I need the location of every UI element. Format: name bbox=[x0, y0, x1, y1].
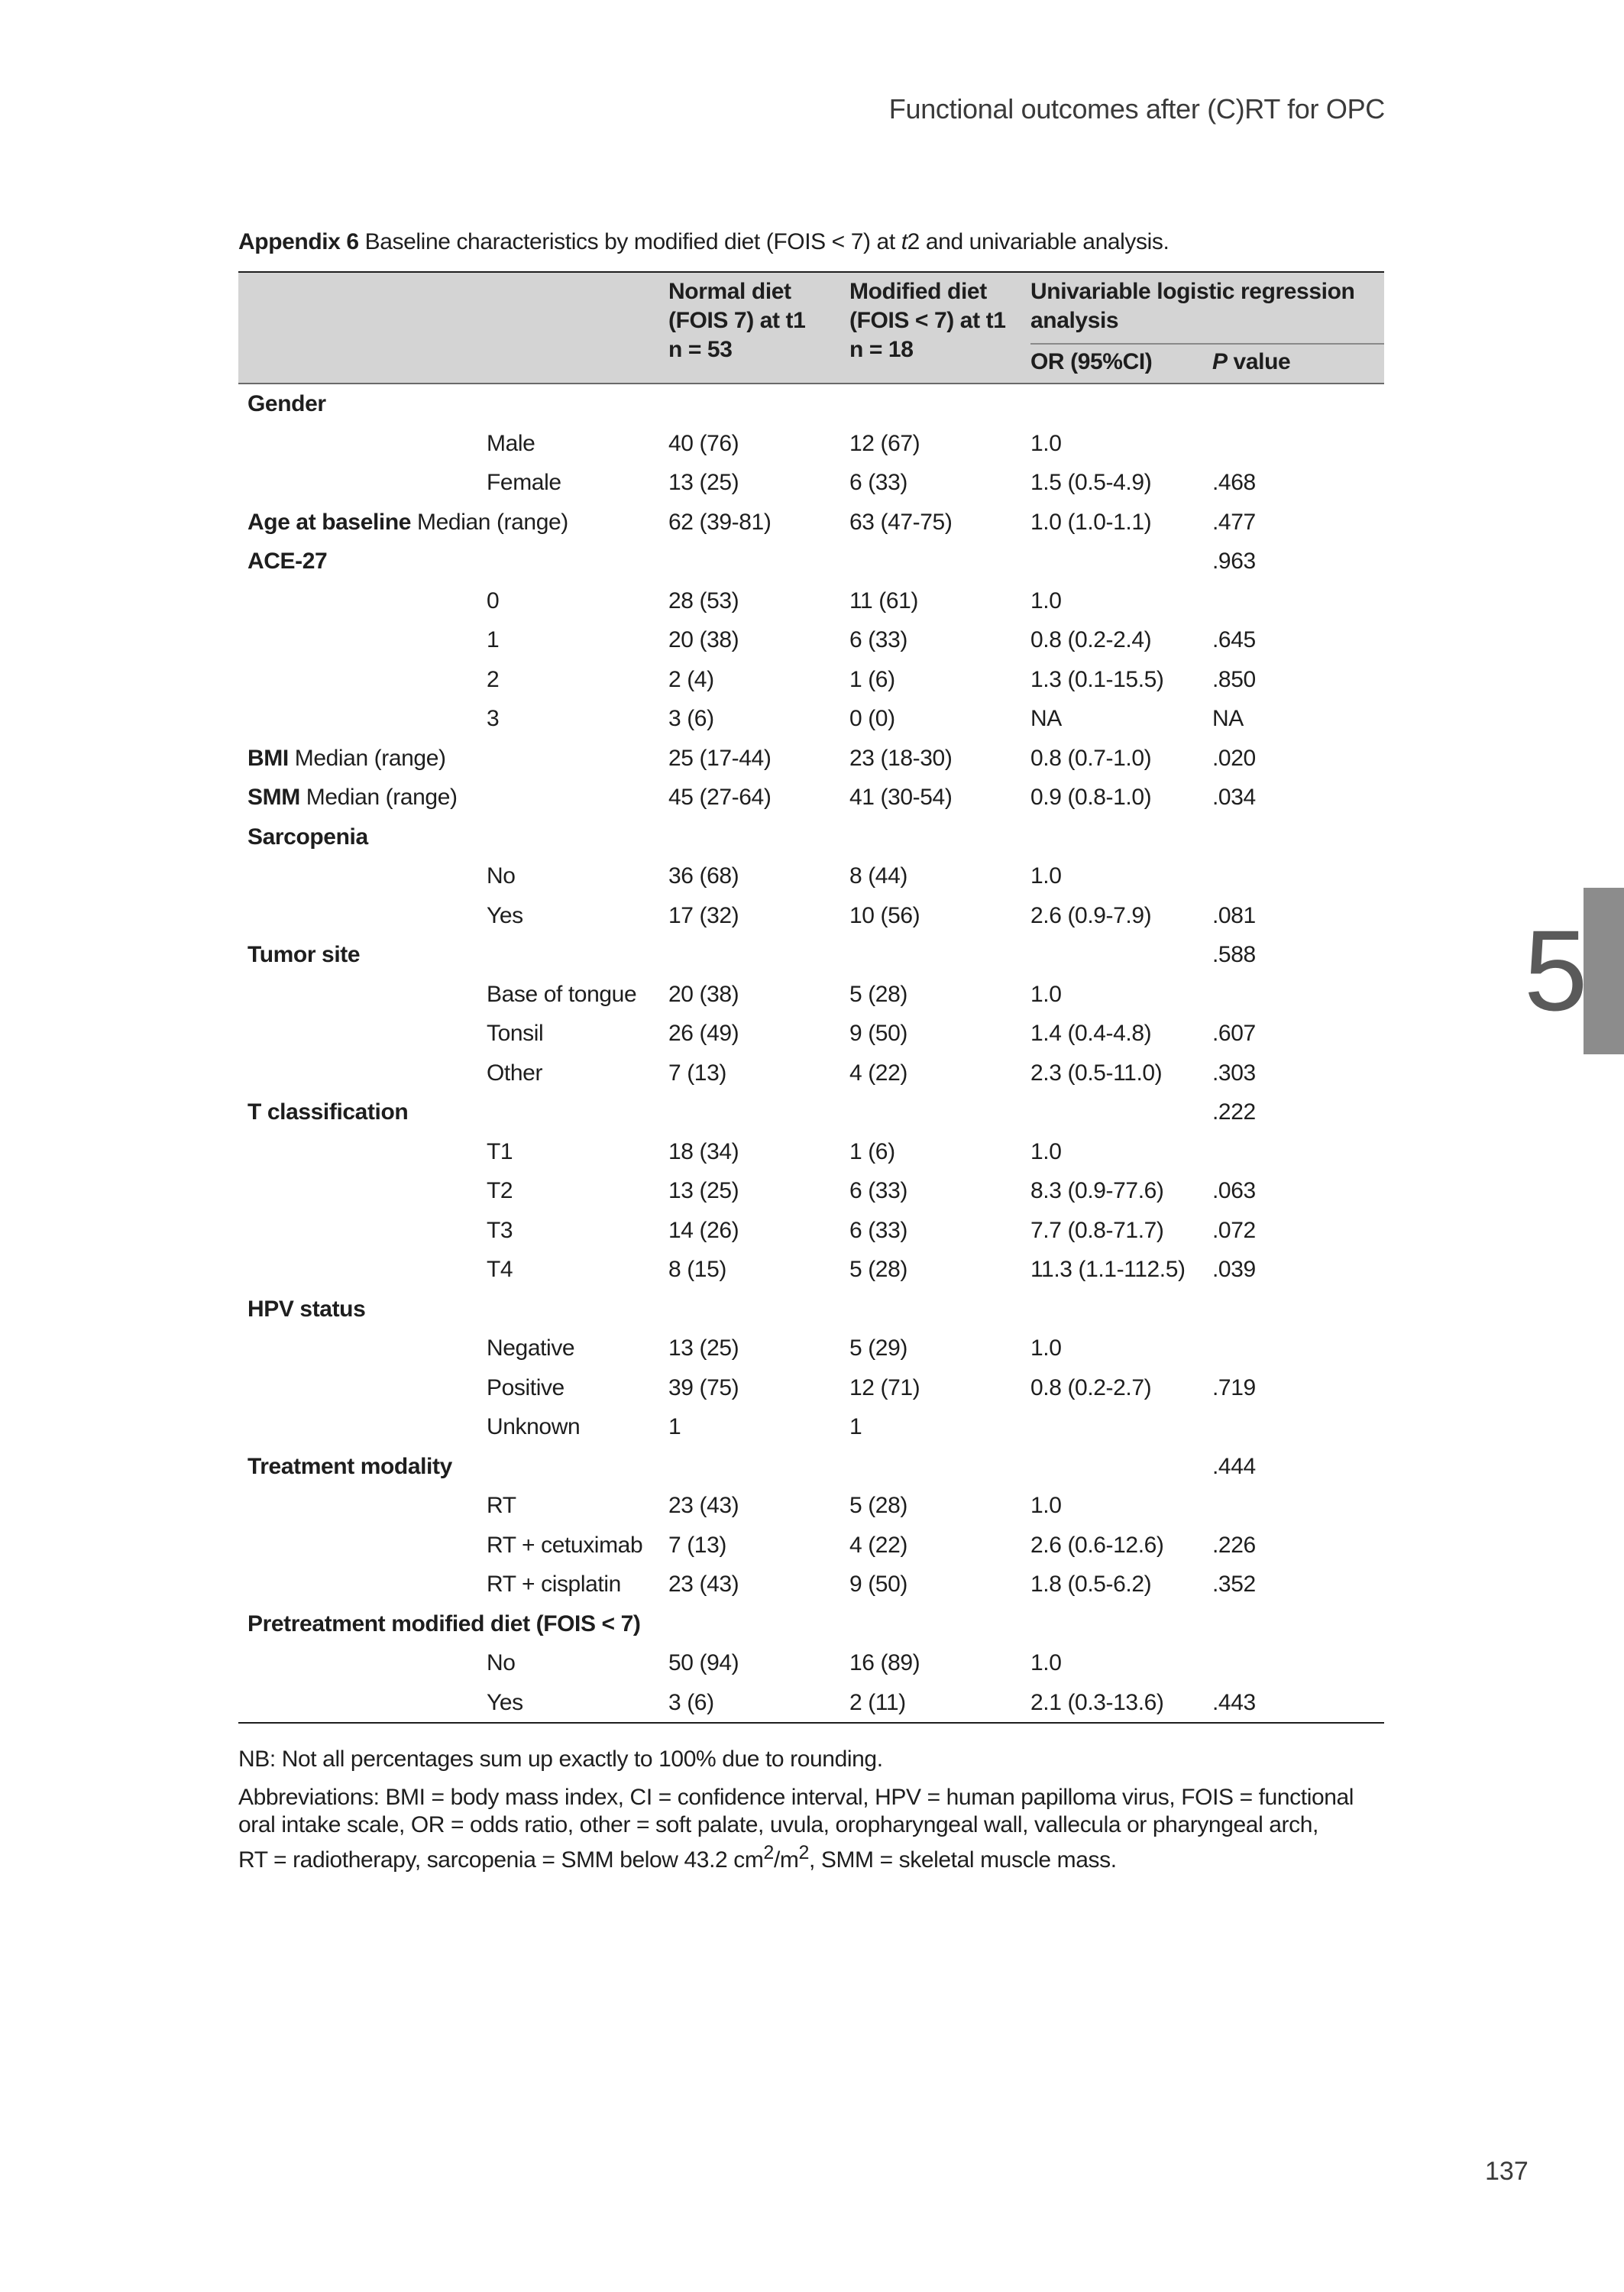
row-modified-diet: 6 (33) bbox=[849, 1217, 907, 1243]
header-p-value bbox=[1212, 348, 1290, 377]
row-modified-diet: 41 (30-54) bbox=[849, 785, 953, 810]
table-row bbox=[238, 1250, 1384, 1290]
row-variable-bold: ACE-27 bbox=[247, 549, 328, 574]
row-variable-bold: Tumor site bbox=[247, 942, 361, 967]
row-odds-ratio: 0.8 (0.7-1.0) bbox=[1030, 745, 1152, 771]
row-modified-diet: 0 (0) bbox=[849, 706, 895, 731]
table-row bbox=[238, 660, 1384, 700]
row-odds-ratio: 1.8 (0.5-6.2) bbox=[1030, 1572, 1152, 1597]
table-row bbox=[238, 1329, 1384, 1368]
row-normal-diet: 20 (38) bbox=[668, 627, 739, 652]
table-row bbox=[238, 1290, 1384, 1329]
row-odds-ratio: 1.0 bbox=[1030, 430, 1062, 456]
table-row bbox=[238, 542, 1384, 581]
row-variable bbox=[247, 785, 458, 811]
table-row bbox=[238, 778, 1384, 817]
header-or: OR (95%CI) bbox=[1030, 349, 1153, 374]
row-p-value: .444 bbox=[1212, 1453, 1256, 1479]
row-modified-diet: 1 (6) bbox=[849, 666, 895, 692]
table-row bbox=[238, 1093, 1384, 1132]
row-modified-diet: 4 (22) bbox=[849, 1060, 907, 1086]
row-variable-bold: Gender bbox=[247, 391, 326, 416]
row-modified-diet: 23 (18-30) bbox=[849, 745, 953, 771]
row-variable-bold: SMM bbox=[247, 785, 300, 810]
row-variable bbox=[247, 1099, 408, 1125]
chapter-number: 5 bbox=[1524, 906, 1588, 1034]
row-odds-ratio: 11.3 (1.1-112.5) bbox=[1030, 1257, 1186, 1282]
row-modified-diet: 1 (6) bbox=[849, 1138, 895, 1164]
row-variable bbox=[247, 1297, 365, 1322]
header-normal-diet-line1: Normal diet bbox=[668, 279, 791, 304]
row-variable bbox=[247, 824, 368, 850]
row-p-value: .020 bbox=[1212, 745, 1256, 771]
header-subrule bbox=[1030, 343, 1384, 345]
row-p-value: .034 bbox=[1212, 785, 1256, 810]
table-row bbox=[238, 1014, 1384, 1054]
row-p-value: .226 bbox=[1212, 1532, 1256, 1558]
row-odds-ratio: 7.7 (0.8-71.7) bbox=[1030, 1217, 1164, 1243]
row-normal-diet: 23 (43) bbox=[668, 1493, 739, 1518]
row-variable bbox=[247, 942, 360, 968]
row-category: Tonsil bbox=[487, 1021, 544, 1046]
row-category: RT bbox=[487, 1493, 516, 1518]
row-variable bbox=[247, 1611, 640, 1637]
row-normal-diet: 45 (27-64) bbox=[668, 785, 772, 810]
row-p-value: .443 bbox=[1212, 1689, 1256, 1715]
table-bottom-rule bbox=[238, 1722, 1384, 1724]
row-odds-ratio: 8.3 (0.9-77.6) bbox=[1030, 1178, 1164, 1203]
table-row bbox=[238, 1211, 1384, 1251]
note-abbreviations-part2: RT = radiotherapy, sarcopenia = SMM below 43.2 cm bbox=[238, 1847, 764, 1873]
row-normal-diet: 40 (76) bbox=[668, 430, 739, 456]
row-category: No bbox=[487, 863, 516, 889]
note-nb: NB: Not all percentages sum up exactly to 100% due to rounding. bbox=[238, 1747, 883, 1772]
row-variable bbox=[247, 746, 446, 772]
row-category: RT + cisplatin bbox=[487, 1572, 621, 1597]
header-p-italic: P bbox=[1212, 349, 1228, 374]
row-category: Base of tongue bbox=[487, 981, 637, 1007]
row-p-value: .850 bbox=[1212, 666, 1256, 692]
note-abbreviations-part3: /m bbox=[773, 1847, 799, 1873]
table-row bbox=[238, 935, 1384, 975]
row-modified-diet: 16 (89) bbox=[849, 1650, 920, 1675]
header-normal-diet bbox=[668, 277, 805, 364]
row-category: Female bbox=[487, 470, 561, 495]
row-normal-diet: 17 (32) bbox=[668, 902, 739, 928]
baseline-table bbox=[238, 271, 1384, 1724]
row-normal-diet: 3 (6) bbox=[668, 706, 714, 731]
table-row bbox=[238, 1486, 1384, 1526]
row-normal-diet: 23 (43) bbox=[668, 1572, 739, 1597]
row-p-value: .222 bbox=[1212, 1099, 1256, 1125]
row-odds-ratio: 2.6 (0.9-7.9) bbox=[1030, 902, 1152, 928]
row-category: Male bbox=[487, 430, 535, 456]
row-modified-diet: 8 (44) bbox=[849, 863, 907, 889]
row-modified-diet: 12 (71) bbox=[849, 1374, 920, 1400]
row-category: Yes bbox=[487, 1689, 523, 1715]
row-variable bbox=[247, 391, 326, 417]
table-row bbox=[238, 463, 1384, 503]
row-p-value: .352 bbox=[1212, 1572, 1256, 1597]
row-category: Other bbox=[487, 1060, 543, 1086]
row-normal-diet: 8 (15) bbox=[668, 1257, 726, 1282]
row-p-value: .039 bbox=[1212, 1257, 1256, 1282]
row-p-value: .477 bbox=[1212, 509, 1256, 535]
row-variable-bold: HPV status bbox=[247, 1296, 366, 1322]
row-p-value: .072 bbox=[1212, 1217, 1256, 1243]
table-row bbox=[238, 699, 1384, 739]
row-normal-diet: 20 (38) bbox=[668, 981, 739, 1007]
row-modified-diet: 5 (28) bbox=[849, 1493, 907, 1518]
row-normal-diet: 39 (75) bbox=[668, 1374, 739, 1400]
table-row bbox=[238, 424, 1384, 464]
row-category: Yes bbox=[487, 902, 523, 928]
row-variable-bold: Age at baseline bbox=[247, 509, 412, 535]
row-modified-diet: 1 bbox=[849, 1414, 862, 1439]
row-normal-diet: 50 (94) bbox=[668, 1650, 739, 1675]
row-p-value: .645 bbox=[1212, 627, 1256, 652]
row-odds-ratio: 1.4 (0.4-4.8) bbox=[1030, 1021, 1152, 1046]
row-odds-ratio: 2.1 (0.3-13.6) bbox=[1030, 1689, 1164, 1715]
table-row bbox=[238, 1054, 1384, 1093]
row-p-value: .607 bbox=[1212, 1021, 1256, 1046]
table-row bbox=[238, 1526, 1384, 1565]
row-modified-diet: 6 (33) bbox=[849, 627, 907, 652]
row-normal-diet: 1 bbox=[668, 1414, 681, 1439]
row-normal-diet: 3 (6) bbox=[668, 1689, 714, 1715]
row-p-value: .081 bbox=[1212, 902, 1256, 928]
row-category: RT + cetuximab bbox=[487, 1532, 643, 1558]
chapter-tab bbox=[1584, 888, 1624, 1054]
row-normal-diet: 14 (26) bbox=[668, 1217, 739, 1243]
row-normal-diet: 26 (49) bbox=[668, 1021, 739, 1046]
row-normal-diet: 25 (17-44) bbox=[668, 745, 772, 771]
row-p-value: .719 bbox=[1212, 1374, 1256, 1400]
row-category: 2 bbox=[487, 666, 500, 692]
row-odds-ratio: 0.9 (0.8-1.0) bbox=[1030, 785, 1152, 810]
row-p-value: .063 bbox=[1212, 1178, 1256, 1203]
row-category: T3 bbox=[487, 1217, 513, 1243]
table-row bbox=[238, 1683, 1384, 1723]
row-odds-ratio: 1.0 bbox=[1030, 981, 1062, 1007]
header-normal-diet-line2: (FOIS 7) at t1 bbox=[668, 308, 806, 333]
row-normal-diet: 7 (13) bbox=[668, 1060, 726, 1086]
row-modified-diet: 5 (28) bbox=[849, 1257, 907, 1282]
header-modified-diet-line1: Modified diet bbox=[849, 279, 987, 304]
row-variable-rest: Median (range) bbox=[299, 785, 458, 810]
table-body bbox=[238, 384, 1384, 1722]
row-normal-diet: 62 (39-81) bbox=[668, 509, 772, 535]
row-modified-diet: 4 (22) bbox=[849, 1532, 907, 1558]
row-modified-diet: 12 (67) bbox=[849, 430, 920, 456]
table-notes bbox=[238, 1746, 1392, 1885]
row-odds-ratio: 1.0 bbox=[1030, 1138, 1062, 1164]
header-univariable-line1: Univariable logistic regression bbox=[1030, 279, 1355, 304]
row-modified-diet: 9 (50) bbox=[849, 1021, 907, 1046]
table-row bbox=[238, 739, 1384, 779]
table-row bbox=[238, 1565, 1384, 1604]
row-variable bbox=[247, 1454, 452, 1480]
table-header bbox=[238, 271, 1384, 384]
row-category: No bbox=[487, 1650, 516, 1675]
table-row bbox=[238, 1643, 1384, 1683]
row-p-value: .963 bbox=[1212, 549, 1256, 574]
row-variable-bold: BMI bbox=[247, 745, 289, 771]
row-modified-diet: 2 (11) bbox=[849, 1689, 906, 1715]
row-normal-diet: 13 (25) bbox=[668, 470, 739, 495]
table-row bbox=[238, 1407, 1384, 1447]
note-sup-2: 2 bbox=[798, 1842, 809, 1863]
row-odds-ratio: 1.3 (0.1-15.5) bbox=[1030, 666, 1164, 692]
note-abbreviations bbox=[238, 1784, 1392, 1874]
row-category: 0 bbox=[487, 588, 500, 613]
header-univariable-line2: analysis bbox=[1030, 308, 1119, 333]
header-normal-diet-n: n = 53 bbox=[668, 337, 733, 362]
row-odds-ratio: 1.0 bbox=[1030, 1650, 1062, 1675]
table-row bbox=[238, 581, 1384, 621]
row-category: 3 bbox=[487, 706, 500, 731]
note-abbreviations-part4: , SMM = skeletal muscle mass. bbox=[808, 1847, 1117, 1873]
row-odds-ratio: 2.3 (0.5-11.0) bbox=[1030, 1060, 1163, 1086]
row-odds-ratio: 1.5 (0.5-4.9) bbox=[1030, 470, 1152, 495]
table-row bbox=[238, 384, 1384, 424]
row-p-value: .303 bbox=[1212, 1060, 1256, 1086]
table-row bbox=[238, 975, 1384, 1015]
row-category: T1 bbox=[487, 1138, 513, 1164]
header-modified-diet bbox=[849, 277, 1005, 364]
table-row bbox=[238, 896, 1384, 936]
row-modified-diet: 5 (29) bbox=[849, 1335, 907, 1361]
note-abbreviations-part1: Abbreviations: BMI = body mass index, CI = confidence interval, HPV = human papilloma virus, FOIS = functional oral intake scale, OR = odds ratio, other = soft palate, uvula, oropharyngeal wall, vallecula or pharyngeal arch, bbox=[238, 1785, 1354, 1837]
table-row bbox=[238, 503, 1384, 542]
row-modified-diet: 6 (33) bbox=[849, 1178, 907, 1203]
table-caption bbox=[238, 229, 1169, 255]
header-univariable bbox=[1030, 277, 1354, 335]
row-odds-ratio: 0.8 (0.2-2.4) bbox=[1030, 627, 1152, 652]
row-category: T4 bbox=[487, 1257, 513, 1282]
row-normal-diet: 13 (25) bbox=[668, 1178, 739, 1203]
row-normal-diet: 13 (25) bbox=[668, 1335, 739, 1361]
running-header: Functional outcomes after (C)RT for OPC bbox=[888, 93, 1385, 125]
row-variable-rest: Median (range) bbox=[411, 509, 568, 535]
header-modified-diet-n: n = 18 bbox=[849, 337, 914, 362]
row-p-value: NA bbox=[1212, 706, 1244, 731]
row-normal-diet: 2 (4) bbox=[668, 666, 714, 692]
caption-text-before: Baseline characteristics by modified diet (FOIS < 7) at bbox=[358, 229, 901, 254]
row-variable-bold: Treatment modality bbox=[247, 1453, 452, 1479]
row-modified-diet: 10 (56) bbox=[849, 902, 920, 928]
row-odds-ratio: 0.8 (0.2-2.7) bbox=[1030, 1374, 1152, 1400]
table-row bbox=[238, 1171, 1384, 1211]
row-modified-diet: 5 (28) bbox=[849, 981, 907, 1007]
caption-label: Appendix 6 bbox=[238, 229, 359, 254]
header-p-rest: value bbox=[1227, 349, 1291, 374]
row-normal-diet: 36 (68) bbox=[668, 863, 739, 889]
row-normal-diet: 18 (34) bbox=[668, 1138, 739, 1164]
row-normal-diet: 28 (53) bbox=[668, 588, 739, 613]
row-category: T2 bbox=[487, 1178, 513, 1203]
row-odds-ratio: 2.6 (0.6-12.6) bbox=[1030, 1532, 1164, 1558]
row-modified-diet: 6 (33) bbox=[849, 470, 907, 495]
row-normal-diet: 7 (13) bbox=[668, 1532, 726, 1558]
row-category: Positive bbox=[487, 1374, 565, 1400]
row-variable-bold: T classification bbox=[247, 1099, 409, 1125]
row-variable bbox=[247, 549, 327, 575]
table-row bbox=[238, 1132, 1384, 1172]
row-variable-bold: Pretreatment modified diet (FOIS < 7) bbox=[247, 1611, 641, 1636]
row-odds-ratio: NA bbox=[1030, 706, 1062, 731]
row-modified-diet: 11 (61) bbox=[849, 588, 919, 613]
table-row bbox=[238, 1604, 1384, 1644]
row-variable-rest: Median (range) bbox=[288, 745, 446, 771]
row-odds-ratio: 1.0 bbox=[1030, 1493, 1062, 1518]
row-category: Unknown bbox=[487, 1414, 581, 1439]
row-p-value: .588 bbox=[1212, 942, 1256, 967]
row-category: Negative bbox=[487, 1335, 575, 1361]
page-number: 137 bbox=[1485, 2157, 1529, 2186]
row-odds-ratio: 1.0 bbox=[1030, 863, 1062, 889]
row-odds-ratio: 1.0 (1.0-1.1) bbox=[1030, 509, 1152, 535]
caption-text-after: 2 and univariable analysis. bbox=[907, 229, 1169, 254]
row-variable-bold: Sarcopenia bbox=[247, 824, 368, 850]
table-row bbox=[238, 856, 1384, 896]
row-odds-ratio: 1.0 bbox=[1030, 588, 1062, 613]
row-modified-diet: 63 (47-75) bbox=[849, 509, 953, 535]
table-row bbox=[238, 1368, 1384, 1408]
table-row bbox=[238, 1447, 1384, 1487]
row-modified-diet: 9 (50) bbox=[849, 1572, 907, 1597]
row-variable bbox=[247, 510, 568, 536]
header-modified-diet-line2: (FOIS < 7) at t1 bbox=[849, 308, 1006, 333]
table-row bbox=[238, 620, 1384, 660]
row-odds-ratio: 1.0 bbox=[1030, 1335, 1062, 1361]
caption-t: t bbox=[901, 229, 907, 254]
row-p-value: .468 bbox=[1212, 470, 1256, 495]
row-category: 1 bbox=[487, 627, 500, 652]
table-row bbox=[238, 817, 1384, 857]
note-sup-1: 2 bbox=[763, 1842, 774, 1863]
